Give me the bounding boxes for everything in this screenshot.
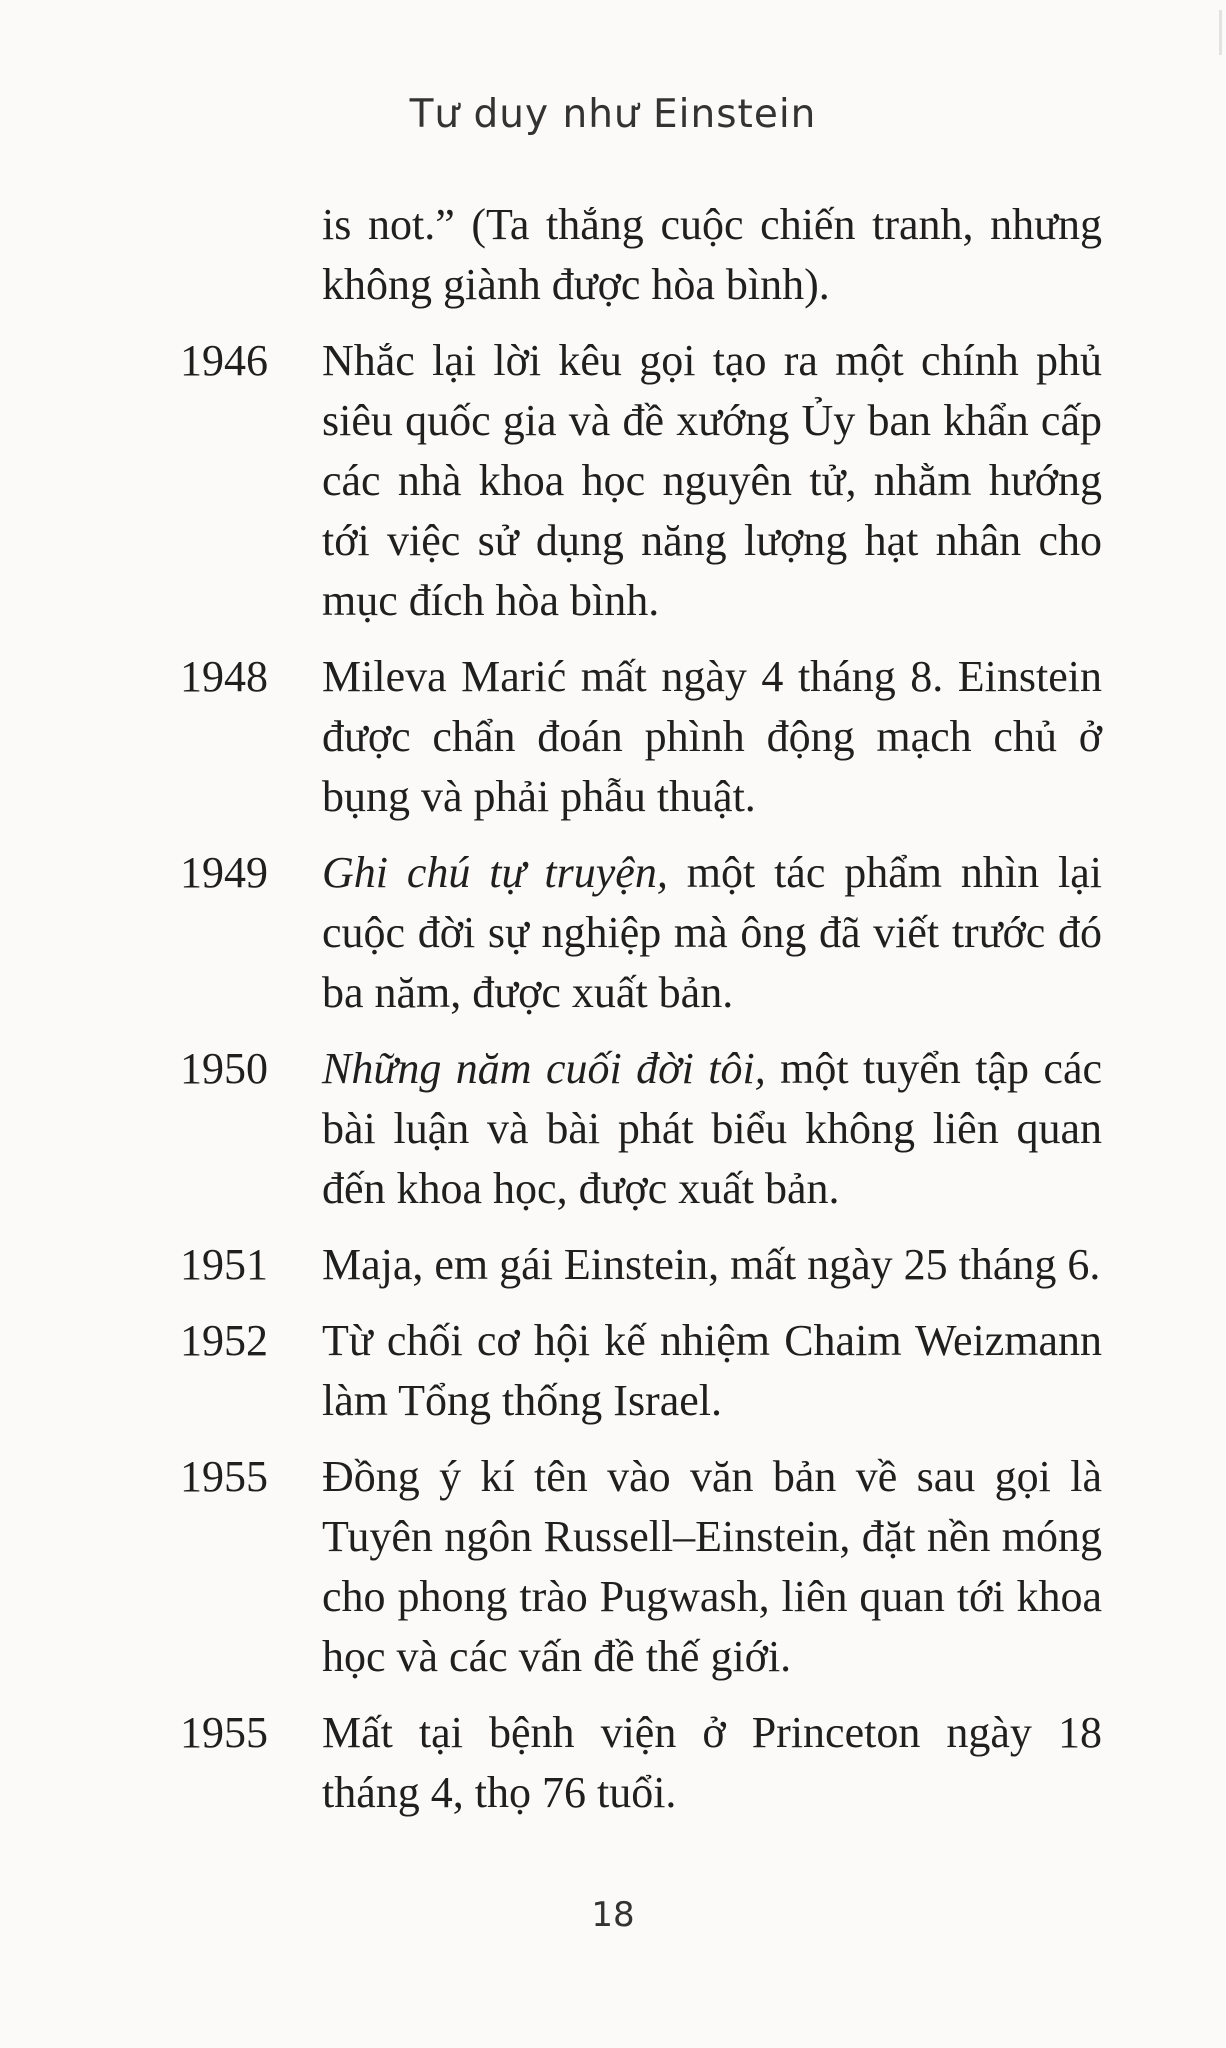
timeline-entry — [0, 1235, 1226, 1295]
book-title: Những năm cuối đời tôi, — [322, 1044, 766, 1093]
timeline-entry — [0, 1703, 1226, 1823]
timeline — [0, 195, 1226, 1839]
entry-text: Đồng ý kí tên vào văn bản về sau gọi là Tuyên ngôn Russell–Einstein, đặt nền móng cho phong trào Pugwash, liên quan tới khoa học và các vấn đề thế giới. — [322, 1452, 1102, 1681]
entry-text: một tuyển tập các bài luận và bài phát biểu không liên quan đến khoa học, được xuất bản. — [322, 1044, 1103, 1213]
entry-text: Từ chối cơ hội kế nhiệm Chaim Weizmann làm Tổng thống Israel. — [322, 1316, 1102, 1425]
entry-year: 1955 — [180, 1708, 268, 1757]
timeline-entry — [0, 1447, 1226, 1687]
timeline-entry — [0, 1039, 1226, 1219]
timeline-continuation — [0, 195, 1226, 315]
entry-text-wrapper — [322, 843, 1102, 1023]
entry-year: 1950 — [180, 1044, 268, 1093]
entry-year: 1952 — [180, 1316, 268, 1365]
entry-text: Mileva Marić mất ngày 4 tháng 8. Einstein được chẩn đoán phình động mạch chủ ở bụng và phải phẫu thuật. — [322, 652, 1102, 821]
continuation-text: is not.” (Ta thắng cuộc chiến tranh, nhưng không giành được hòa bình). — [322, 200, 1102, 309]
entry-text: Nhắc lại lời kêu gọi tạo ra một chính phủ siêu quốc gia và đề xướng Ủy ban khẩn cấp các nhà khoa học nguyên tử, nhằm hướng tới việc sử dụng năng lượng hạt nhân cho mục đích hòa bình. — [322, 336, 1102, 625]
entry-year: 1949 — [180, 848, 268, 897]
timeline-entry — [0, 647, 1226, 827]
running-header: Tư duy như Einstein — [409, 92, 817, 137]
book-title: Ghi chú tự truyện, — [322, 848, 668, 897]
entry-text-wrapper — [322, 1039, 1102, 1219]
page-edge — [1219, 10, 1222, 55]
entry-year: 1955 — [180, 1452, 268, 1501]
entry-year: 1948 — [180, 652, 268, 701]
timeline-entry — [0, 843, 1226, 1023]
timeline-entry — [0, 331, 1226, 631]
entry-text: Maja, em gái Einstein, mất ngày 25 tháng 6. — [322, 1240, 1101, 1289]
page-number: 18 — [591, 1895, 635, 1935]
entry-text: Mất tại bệnh viện ở Princeton ngày 18 tháng 4, thọ 76 tuổi. — [322, 1708, 1102, 1817]
entry-year: 1951 — [180, 1240, 268, 1289]
timeline-entry — [0, 1311, 1226, 1431]
entry-year: 1946 — [180, 336, 268, 385]
entry-text: một tác phẩm nhìn lại cuộc đời sự nghiệp mà ông đã viết trước đó ba năm, được xuất bản. — [322, 848, 1102, 1017]
